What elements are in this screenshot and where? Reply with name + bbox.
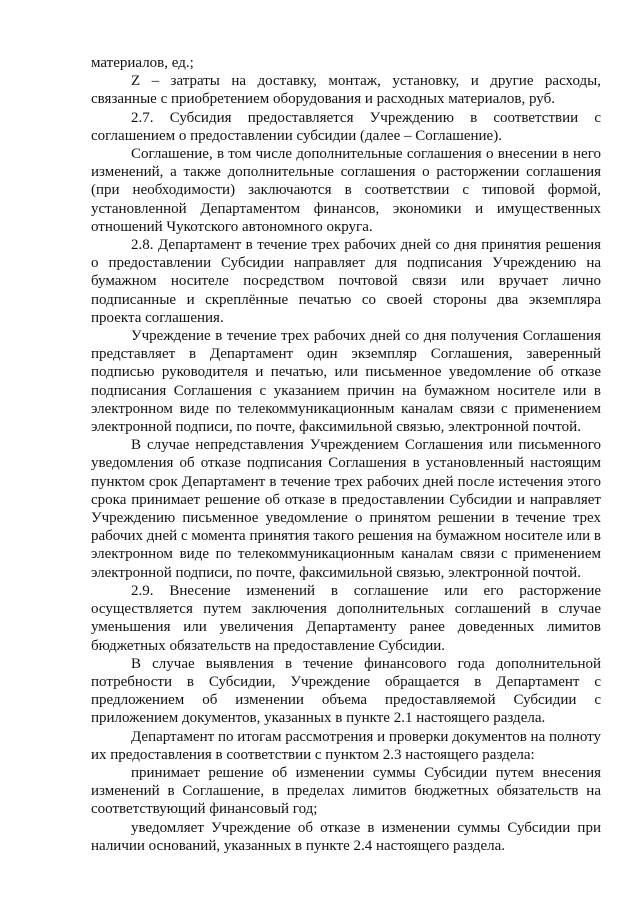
paragraph-2-8: 2.8. Департамент в течение трех рабочих дней со дня принятия решения о предоставлении Субсидии направляет для подписания Учреждению на бумажном носителе посредством почтовой связи или вручает лично подписанные и скреплённые печатью со своей стороны два экземпляра проекта соглашения. [91,237,601,326]
paragraph-continuation: материалов, ед.; [91,55,194,71]
paragraph-additional-need: В случае выявления в течение финансового года дополнительной потребности в Субсидии, Учреждение обращается в Департамент с предложением об изменении объема предоставляемой Субсидии с приложением документов, указанных в пункте 2.1 настоящего раздела. [91,655,601,727]
paragraph-non-submission: В случае непредставления Учреждением Соглашения или письменного уведомления об отказе подписания Соглашения в установленный настоящим пунктом срок Департамент в течение трех рабочих дней после истечения этого срока принимает решение об отказе в предоставлении Субсидии и направляет Учреждению письменное уведомление о принятом решении в течение трех рабочих дней с момента принятия такого решения на бумажном носителе или в электронном виде по телекоммуникационным каналам связи с применением электронной подписи, по почте, факсимильной связью, электронной почтой. [91,437,601,581]
paragraph-z-definition: Z – затраты на доставку, монтаж, установку, и другие расходы, связанные с приобретением оборудования и расходных материалов, руб. [91,73,601,108]
paragraph-refusal-notice: уведомляет Учреждение об отказе в изменении суммы Субсидии при наличии оснований, указанных в пункте 2.4 настоящего раздела. [91,819,601,854]
paragraph-agreement-form: Соглашение, в том числе дополнительные соглашения о внесении в него изменений, а также дополнительные соглашения о расторжении соглашения (при необходимости) заключаются в соответствии с типовой формой, установленной Департаментом финансов, экономики и имущественных отношений Чукотского автономного округа. [91,146,601,235]
paragraph-institution-response: Учреждение в течение трех рабочих дней со дня получения Соглашения представляет в Департамент один экземпляр Соглашения, заверенный подписью руководителя и печатью, или письменное уведомление об отказе подписания Соглашения с указанием причин на бумажном носителе или в электронном виде по телекоммуникационным каналам связи с применением электронной подписи, по почте, факсимильной связью, электронной почтой. [91,328,601,436]
document-body [91,54,601,855]
paragraph-department-review: Департамент по итогам рассмотрения и проверки документов на полноту их предоставления в соответствии с пунктом 2.3 настоящего раздела: [91,728,601,763]
paragraph-2-9: 2.9. Внесение изменений в соглашение или его расторжение осуществляется путем заключения дополнительных соглашений в случае уменьшения или увеличения Департаменту ранее доведенных лимитов бюджетных обязательств на предоставление Субсидии. [91,582,601,654]
paragraph-decision-change: принимает решение об изменении суммы Субсидии путем внесения изменений в Соглашение, в пределах лимитов бюджетных обязательств на соответствующий финансовый год; [91,764,601,818]
paragraph-2-7: 2.7. Субсидия предоставляется Учреждению в соответствии с соглашением о предоставлении субсидии (далее – Соглашение). [91,109,601,144]
